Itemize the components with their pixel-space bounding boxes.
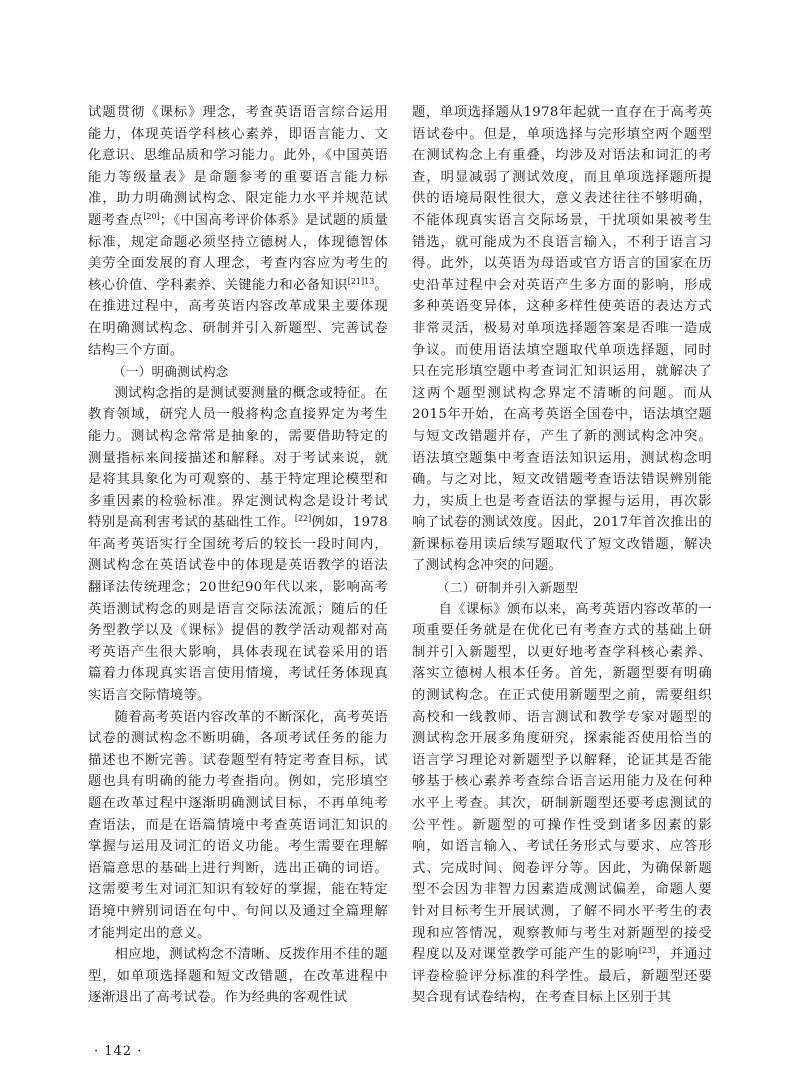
paragraph: 随着高考英语内容改革的不断深化，高考英语试卷的测试构念不断明确，各项考试任务的能力描述也不断完善。试卷题型有特定考查目标，试题也具有明确的能力考查指向。例如，完形填空题在改革过程中逐渐明确测试目标，不再单纯考查语法，而是在语篇情境中考查英语词汇知识的掌握与运用及词汇的语义功能。考生需要在理解语篇意思的基础上进行判断，选出正确的词语。这需要考生对词汇知识有较好的掌握，能在特定语境中辨别词语在句中、句间以及通过全篇理解才能判定出的意义。 [88, 709, 388, 941]
citation: [20] [143, 211, 160, 221]
left-column [88, 102, 388, 1009]
section-heading: （二）研制并引入新题型 [437, 580, 579, 596]
paragraph: 自《课标》颁布以来，高考英语内容改革的一项重要任务就是在优化已有考查方式的基础上研制并引入新题型，以更好地考查学科核心素养、落实立德树人根本任务。首先，新题型要有明确的测试构念。在正式使用新题型之前，需要组织高校和一线教师、语言测试和教学专家对题型的测试构念开展多角度研究，探索能否使用恰当的语言学习理论对新题型予以解释，论证其是否能够基于核心素养考查综合语言运用能力及在何种水平上考查。其次，研制新题型还要考虑测试的公平性。新题型的可操作性受到诸多因素的影响，如语言输入、考试任务形式与要求、应答形式、完成时间、阅卷评分等。因此，为确保新题型不会因为非智力因素造成测试偏差，命题人要针对目标考生开展试测，了解不同水平考生的表现和应答情况，观察教师与考生对新题型的接受程度以及对课堂教学可能产生的影响[23]，并通过评卷检验评分标准的科学性。最后，新题型还要契合现有试卷结构，在考查目标上区别于其 [412, 601, 712, 1006]
citation: [23] [638, 946, 656, 956]
paragraph: 测试构念指的是测试要测量的概念或特征。在教育领域，研究人员一般将构念直接界定为考生能力。测试构念常常是抽象的，需要借助特定的测量指标来间接描述和解释。对于考试来说，就是将其具象化为可观察的、基于特定理论模型和多重因素的检验标准。界定测试构念是设计考试特别是高利害考试的基础性工作。[22]例如，1978年高考英语实行全国统考后的较长一段时间内，测试构念在英语试卷中的体现是英语教学的语法翻译法传统理念；20世纪90年代以来，影响高考英语测试构念的则是语言交际法流派；随后的任务型教学以及《课标》提倡的教学活动观都对高考英语产生很大影响，具体表现在试卷采用的语篇着力体现真实语言使用情境，考试任务体现真实语言交际情境等。 [88, 385, 388, 704]
paragraph: 题，单项选择题从1978年起就一直存在于高考英语试卷中。但是，单项选择与完形填空两个题型在测试构念上有重叠，均涉及对语法和词汇的考查，明显减弱了测试效度，而且单项选择题所提供的语境局限性很大，意义表述往往不够明确，不能体现真实语言交际场景，干扰项如果被考生错选，就可能成为不良语言输入，不利于语言习得。此外，以英语为母语或官方语言的国家在历史沿革过程中会对英语产生多方面的影响，形成多种英语变异体，这种多样性使英语的表达方式非常灵活，极易对单项选择题答案是否唯一造成争议。而使用语法填空题取代单项选择题，同时只在完形填空题中考查词汇知识运用，就解决了这两个题型测试构念界定不清晰的问题。而从2015年开始，在高考英语全国卷中，语法填空题与短文改错题并存，产生了新的测试构念冲突。语法填空题集中考查语法知识运用，测试构念明确。与之对比，短文改错题考查语法错误辨别能力，实质上也是考查语法的掌握与运用，再次影响了试卷的测试效度。因此，2017年首次推出的新课标卷用读后续写题取代了短文改错题，解决了测试构念冲突的问题。 [412, 105, 712, 574]
section-heading: （一）明确测试构念 [113, 364, 229, 380]
citation: [21]13 [347, 276, 375, 286]
citation: [22] [294, 514, 312, 524]
page-number: · 142 · [94, 1044, 143, 1059]
right-column [412, 102, 712, 1009]
paragraph: 试题贯彻《课标》理念，考查英语语言综合运用能力，体现英语学科核心素养，即语言能力、文化意识、思维品质和学习能力。此外，《中国英语能力等级量表》是命题参考的重要语言能力标准，助力明确测试构念、限定能力水平并规范试题考查点[20]；《中国高考评价体系》是试题的质量标准，规定命题必须坚持立德树人，体现德智体美劳全面发展的育人理念，考查内容应为考生的核心价值、学科素养、关键能力和必备知识$^{[21]13}$。在推进过程中，高考英语内容改革成果主要体现在明确测试构念、研制并引入新题型、完善试卷结构三个方面。 [88, 105, 388, 358]
paragraph: 相应地，测试构念不清晰、反拨作用不佳的题型，如单项选择题和短文改错题，在改革进程中逐渐退出了高考试卷。作为经典的客观性试 [88, 947, 388, 1006]
